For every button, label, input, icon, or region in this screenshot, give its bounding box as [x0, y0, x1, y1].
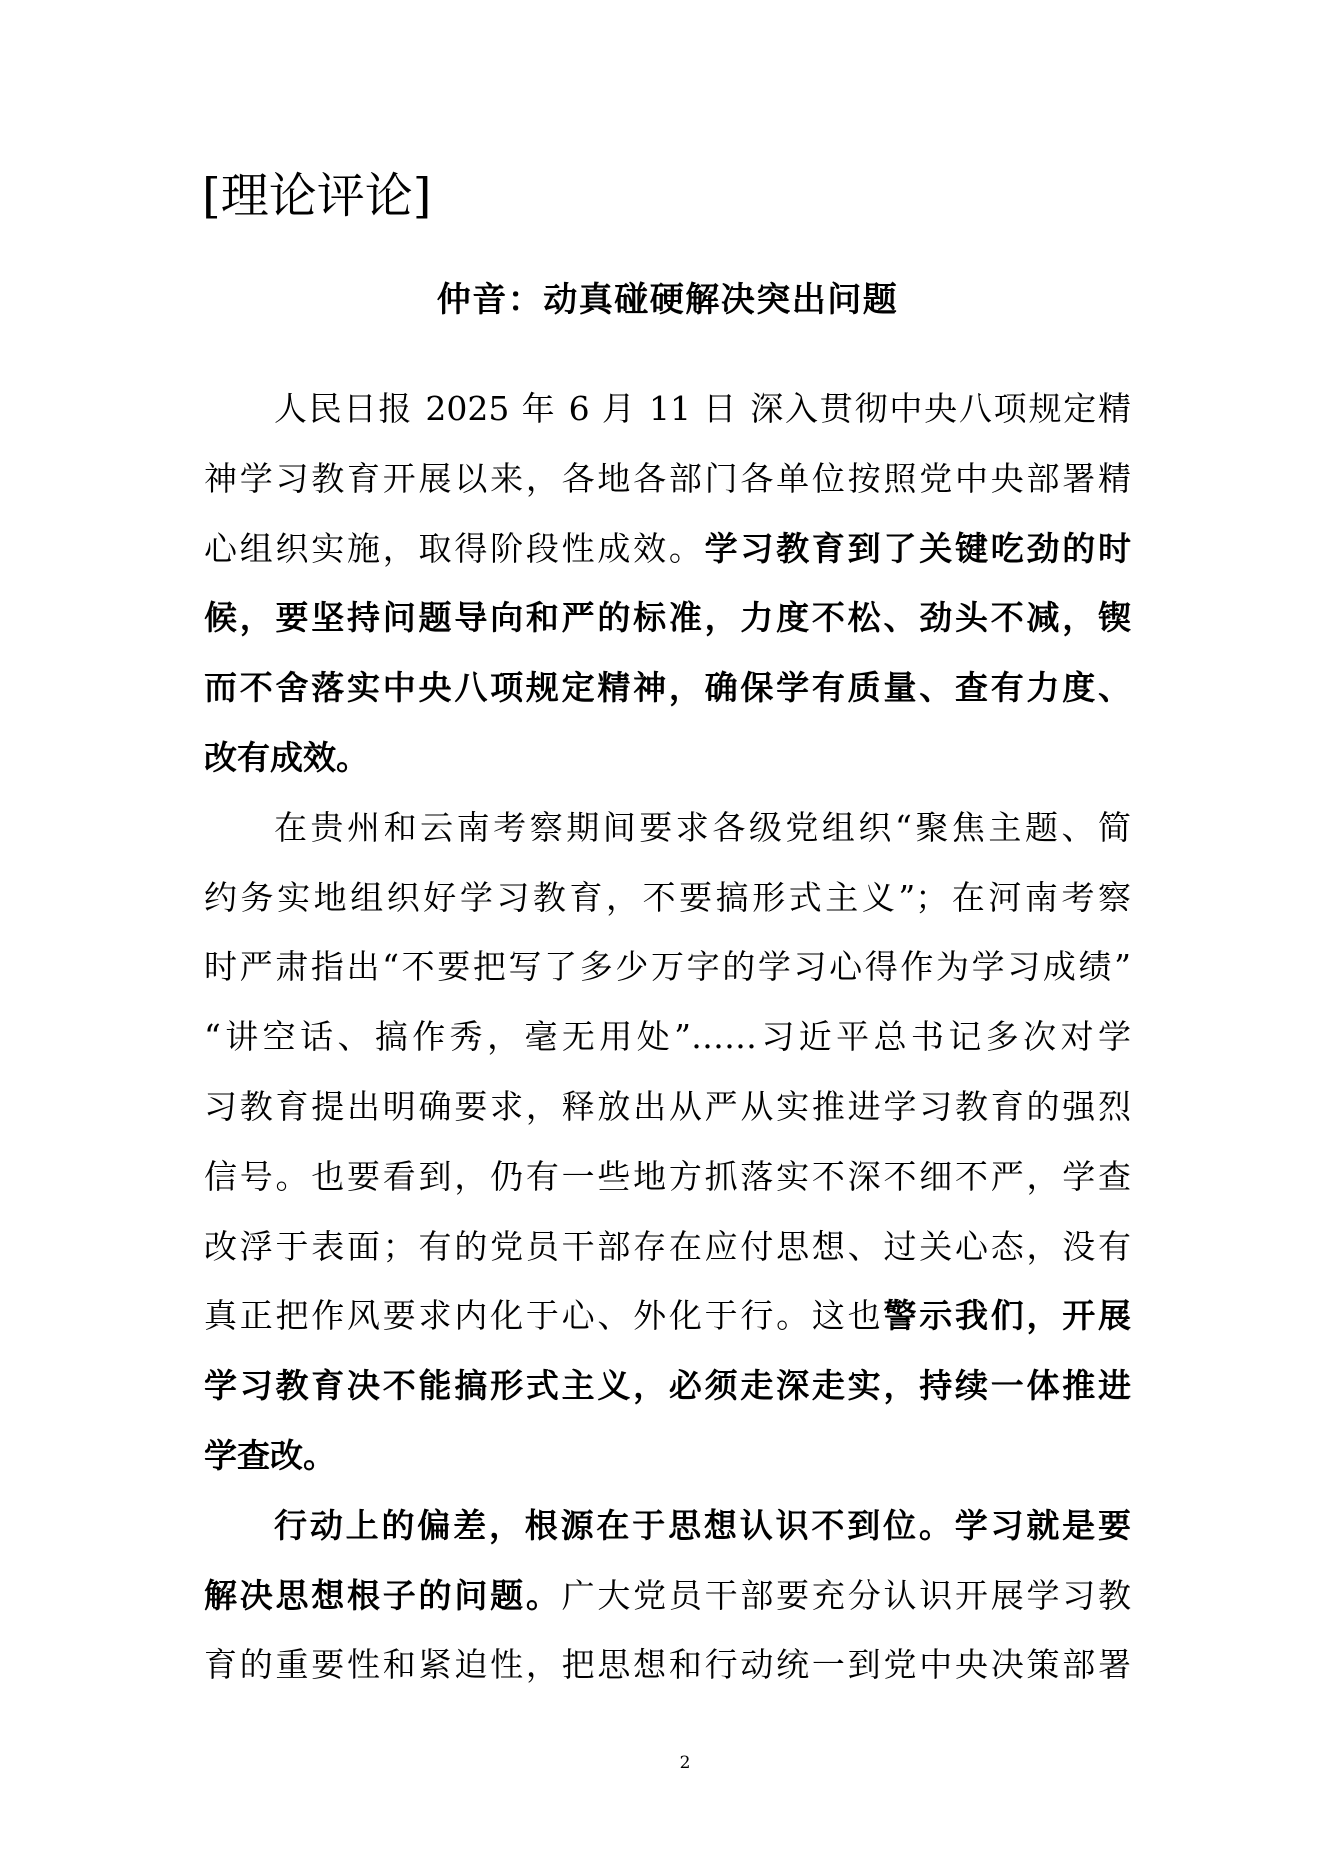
- text-segment: 在贵州和云南考察期间要求各级党组织“聚焦主题、简: [274, 807, 1131, 847]
- text-segment: 习教育提出明确要求，释放出从严从实推进学习教育的强烈: [204, 1086, 1131, 1126]
- bold-text-segment: 学习教育到了关键吃劲的时: [704, 528, 1132, 568]
- text-line: [204, 1281, 1131, 1351]
- text-line: [204, 1491, 1131, 1561]
- text-segment: 神学习教育开展以来，各地各部门各单位按照党中央部署精: [204, 458, 1131, 498]
- text-line: [204, 932, 1131, 1002]
- text-segment: 信号。也要看到，仍有一些地方抓落实不深不细不严，学查: [204, 1156, 1131, 1196]
- text-segment: 约务实地组织好学习教育，不要搞形式主义”；在河南考察: [204, 877, 1131, 917]
- text-line: [204, 653, 1131, 723]
- text-segment: 人民日报 2025 年 6 月 11 日 深入贯彻中央八项规定精: [274, 389, 1131, 428]
- text-line: [204, 1072, 1131, 1142]
- bold-text-segment: 而不舍落实中央八项规定精神，确保学有质量、查有力度、: [204, 668, 1131, 708]
- text-line: [204, 1421, 1131, 1491]
- text-segment: “讲空话、搞作秀，毫无用处”……习近平总书记多次对学: [204, 1017, 1131, 1057]
- text-line: [204, 863, 1131, 933]
- bold-text-segment: 解决思想根子的问题。: [204, 1575, 562, 1615]
- text-line: [204, 1142, 1131, 1212]
- article-title: 仲音：动真碰硬解决突出问题: [436, 280, 899, 320]
- text-line: [204, 444, 1131, 514]
- text-segment: 真正把作风要求内化于心、外化于行。这也: [204, 1296, 884, 1336]
- paragraph-3: [204, 1491, 1131, 1700]
- bold-text-segment: 学习教育决不能搞形式主义，必须走深走实，持续一体推进: [204, 1366, 1131, 1406]
- text-line: [204, 1002, 1131, 1072]
- text-line: [204, 1630, 1131, 1700]
- section-heading: [理论评论]: [202, 168, 432, 224]
- text-line: [204, 1561, 1131, 1631]
- text-segment: 时严肃指出“不要把写了多少万字的学习心得作为学习成绩”: [204, 947, 1131, 987]
- text-segment: 心组织实施，取得阶段性成效。: [204, 528, 705, 568]
- text-line: [204, 1351, 1131, 1421]
- bold-text-segment: 行动上的偏差，根源在于思想认识不到位。学习就是要: [274, 1505, 1131, 1545]
- paragraph-2: [204, 793, 1131, 1491]
- text-line: [204, 1212, 1131, 1282]
- text-line: [204, 514, 1131, 584]
- bold-text-segment: 学查改。: [204, 1435, 336, 1475]
- text-segment: 改浮于表面；有的党员干部存在应付思想、过关心态，没有: [204, 1226, 1131, 1266]
- text-segment: 育的重要性和紧迫性，把思想和行动统一到党中央决策部署: [204, 1645, 1131, 1685]
- text-line: [204, 793, 1131, 863]
- paragraph-1: [204, 374, 1131, 793]
- bold-text-segment: 候，要坚持问题导向和严的标准，力度不松、劲头不减，锲: [204, 598, 1131, 638]
- bold-text-segment: 警示我们，开展: [883, 1296, 1132, 1336]
- text-segment: 广大党员干部要充分认识开展学习教: [561, 1575, 1132, 1615]
- article-body: [204, 374, 1131, 1700]
- bold-text-segment: 改有成效。: [204, 737, 369, 777]
- text-line: [204, 723, 1131, 793]
- page-number: 2: [679, 1753, 691, 1773]
- text-line: [204, 374, 1131, 444]
- text-line: [204, 583, 1131, 653]
